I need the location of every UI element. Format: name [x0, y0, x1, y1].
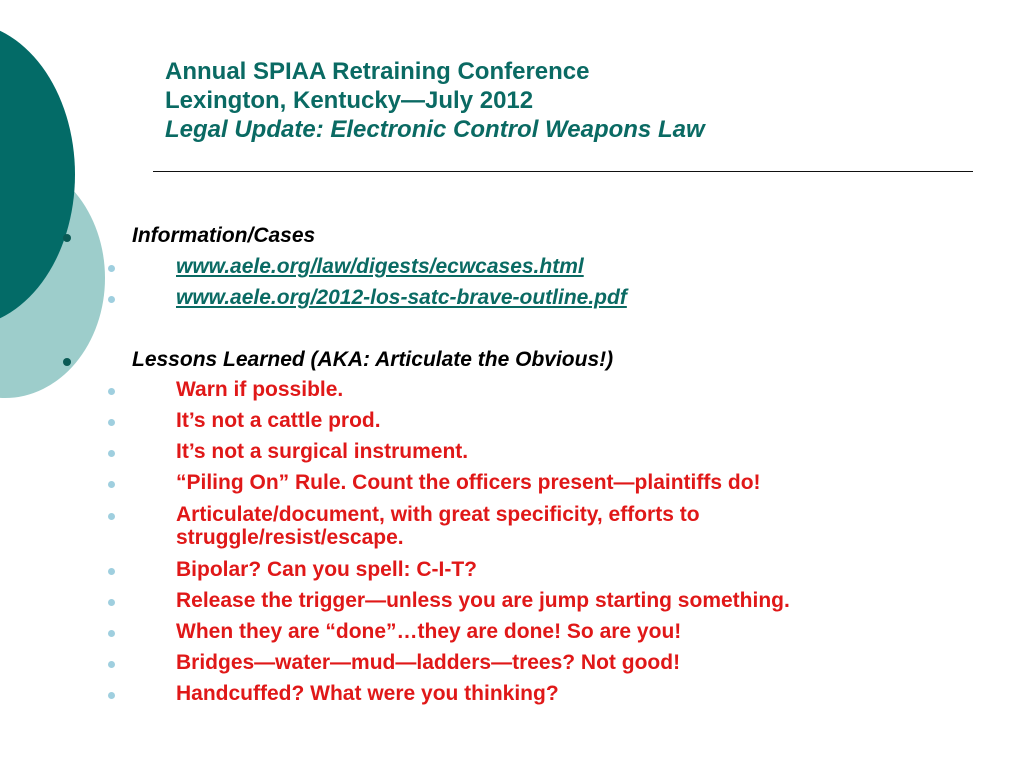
bullet-icon: [108, 568, 115, 575]
list-item-text: Release the trigger—unless you are jump starting something.: [176, 589, 790, 612]
list-item-text: It’s not a cattle prod.: [176, 409, 381, 432]
list-item-text: Bipolar? Can you spell: C-I-T?: [176, 558, 478, 581]
bullet-icon: [108, 450, 115, 457]
title-line-2: Lexington, Kentucky—July 2012: [165, 87, 534, 114]
bullet-icon: [108, 388, 115, 395]
list-item-text: Articulate/document, with great specificity, efforts to: [176, 503, 700, 526]
list-item-text: “Piling On” Rule. Count the officers present—plaintiffs do!: [176, 471, 761, 494]
bullet-icon: [63, 234, 71, 242]
section-heading-label: Lessons Learned (AKA: Articulate the Obvious!): [132, 348, 614, 371]
list-item-text: Handcuffed? What were you thinking?: [176, 682, 559, 705]
bullet-icon: [108, 630, 115, 637]
link-brave-outline[interactable]: www.aele.org/2012-los-satc-brave-outline.pdf: [176, 286, 627, 309]
bullet-icon: [108, 265, 115, 272]
bullet-icon: [63, 358, 71, 366]
list-item-text: It’s not a surgical instrument.: [176, 440, 469, 463]
bullet-icon: [108, 692, 115, 699]
section-heading-label: Information/Cases: [132, 224, 316, 247]
link-ecwcases[interactable]: www.aele.org/law/digests/ecwcases.html: [176, 255, 584, 278]
bullet-icon: [108, 481, 115, 488]
list-item-text: struggle/resist/escape.: [176, 526, 404, 549]
bullet-icon: [108, 419, 115, 426]
list-item-text: Bridges—water—mud—ladders—trees? Not good!: [176, 651, 681, 674]
bullet-icon: [108, 296, 115, 303]
title-line-1: Annual SPIAA Retraining Conference: [165, 58, 590, 85]
list-item-text: Warn if possible.: [176, 378, 344, 401]
bullet-icon: [108, 599, 115, 606]
bullet-icon: [108, 513, 115, 520]
title-line-3: Legal Update: Electronic Control Weapons Law: [165, 116, 705, 143]
bullet-icon: [108, 661, 115, 668]
list-item-text: When they are “done”…they are done! So are you!: [176, 620, 682, 643]
